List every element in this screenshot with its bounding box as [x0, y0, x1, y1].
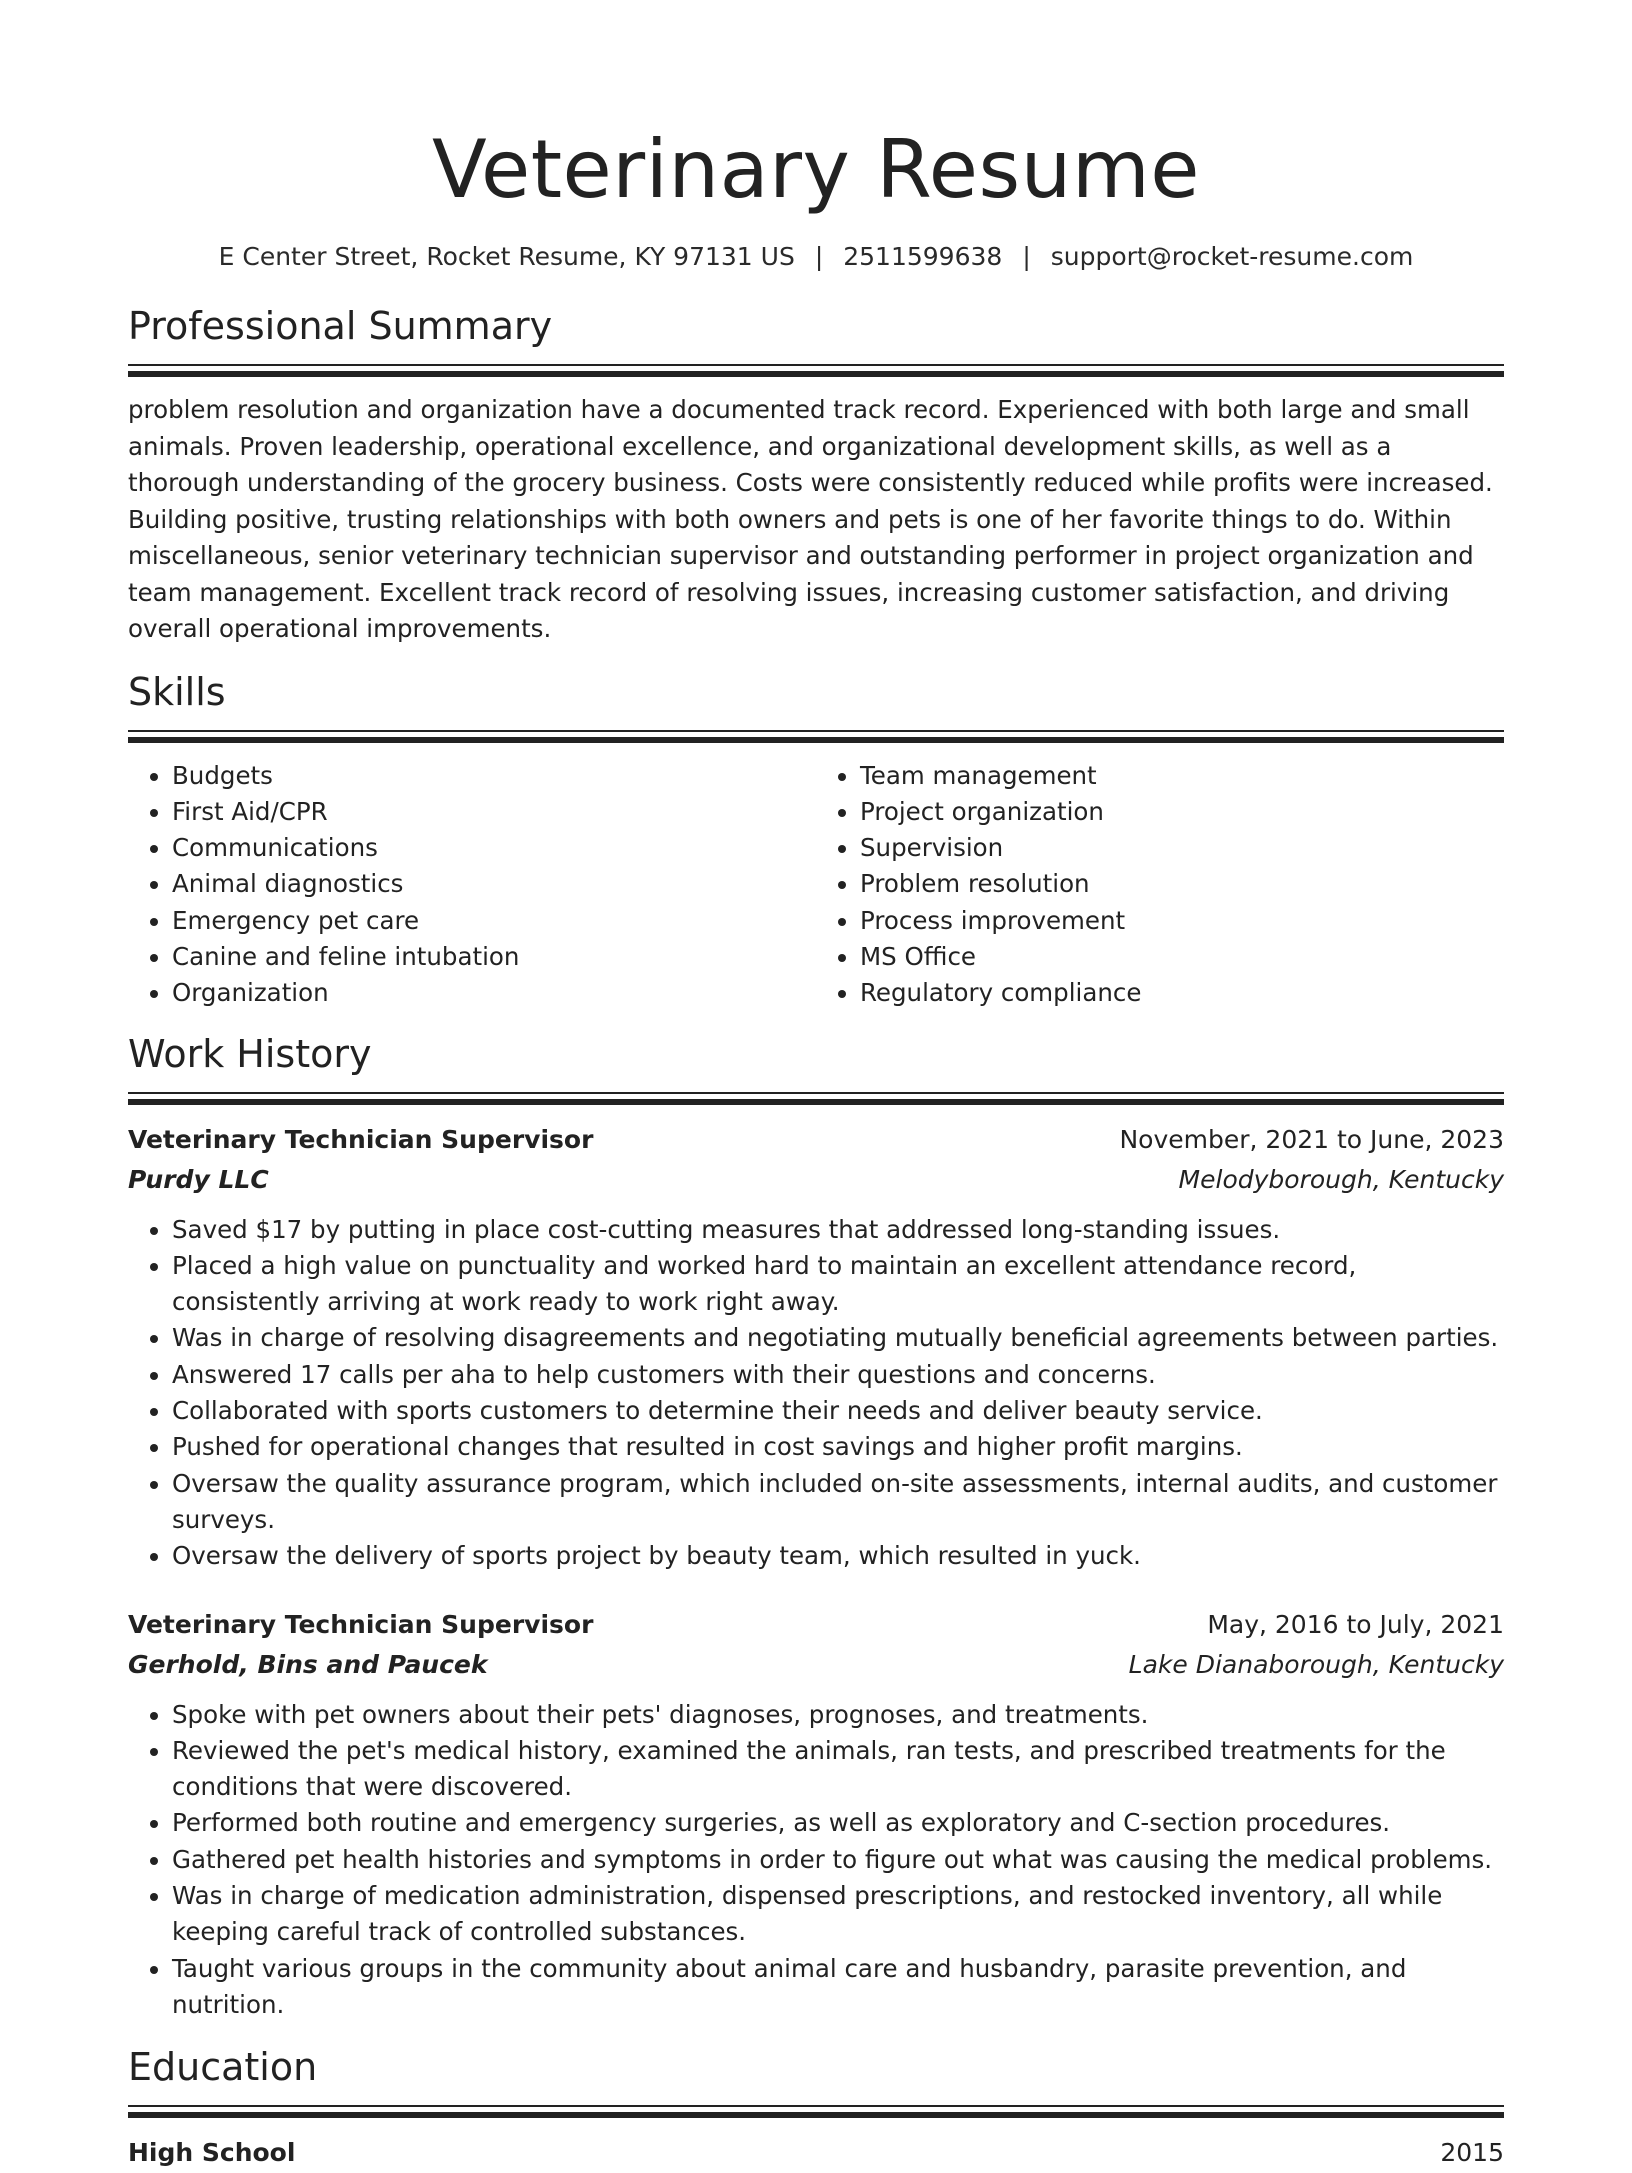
job-title: Veterinary Technician Supervisor: [128, 1124, 594, 1154]
resume-page: [128, 0, 1504, 2173]
job-header: [128, 1120, 1504, 1160]
skill-item: • Communications: [172, 830, 816, 866]
job-bullet: • Placed a high value on punctuality and worked hard to maintain an excellent attendance record, consistently arriving at work ready to work right away.: [172, 1248, 1504, 1321]
skill-item: • Problem resolution: [860, 866, 1504, 902]
skill-item: • Regulatory compliance: [860, 975, 1504, 1011]
education-section: [128, 2043, 1504, 2173]
job-company: Gerhold, Bins and Paucek: [128, 1649, 488, 1679]
skill-item: • Supervision: [860, 830, 1504, 866]
skill-item: • First Aid/CPR: [172, 794, 816, 830]
job-bullet: • Oversaw the delivery of sports project by beauty team, which resulted in yuck.: [172, 1538, 1504, 1574]
skills-list-right: [816, 758, 1504, 1012]
skill-item: • Animal diagnostics: [172, 866, 816, 902]
job-bullet: • Answered 17 calls per aha to help customers with their questions and concerns.: [172, 1357, 1504, 1393]
job-bullets: [128, 1212, 1504, 1575]
job-dates: May, 2016 to July, 2021: [1207, 1609, 1504, 1639]
contact-separator: |: [1022, 242, 1031, 271]
job-bullet: • Reviewed the pet's medical history, examined the animals, ran tests, and prescribed treatments for the conditions that were discovered.: [172, 1733, 1504, 1806]
job-entry: [128, 1120, 1504, 1575]
education-degree: High School: [128, 2138, 296, 2168]
job-subheader: [128, 1160, 1504, 1200]
contact-email[interactable]: support@rocket-resume.com: [1050, 242, 1414, 271]
section-divider: [128, 2105, 1504, 2119]
contact-line: [128, 240, 1504, 274]
skill-item: • Project organization: [860, 794, 1504, 830]
skills-list-left: [128, 758, 816, 1012]
job-bullet: • Saved $17 by putting in place cost-cutting measures that addressed long-standing issues.: [172, 1212, 1504, 1248]
professional-summary-section: [128, 302, 1504, 648]
section-divider: [128, 364, 1504, 378]
job-bullet: • Gathered pet health histories and symptoms in order to figure out what was causing the medical problems.: [172, 1842, 1504, 1878]
summary-text: problem resolution and organization have a documented track record. Experienced with both large and small animals. Proven leadership, operational excellence, and organizational development skills, as well as a thorough understanding of the grocery business. Costs were consistently reduced while profits were increased. Building positive, trusting relationships with both owners and pets is one of her favorite things to do. Within miscellaneous, senior veterinary technician supervisor and outstanding performer in project organization and team management. Excellent track record of resolving issues, increasing customer satisfaction, and driving overall operational improvements.: [128, 395, 1493, 643]
job-bullets: [128, 1697, 1504, 2024]
job-bullet: • Collaborated with sports customers to determine their needs and deliver beauty service.: [172, 1393, 1504, 1429]
job-dates: November, 2021 to June, 2023: [1119, 1124, 1504, 1154]
job-bullet: • Was in charge of resolving disagreements and negotiating mutually beneficial agreements between parties.: [172, 1320, 1504, 1356]
skill-item: • Process improvement: [860, 903, 1504, 939]
job-subheader: [128, 1645, 1504, 1685]
job-location: Lake Dianaborough, Kentucky: [1128, 1649, 1504, 1679]
job-header: [128, 1605, 1504, 1645]
resume-title: Veterinary Resume: [431, 123, 1201, 216]
job-bullet: • Taught various groups in the community about animal care and husbandry, parasite prevention, and nutrition.: [172, 1951, 1504, 2024]
section-divider: [128, 730, 1504, 744]
section-title: Work History: [128, 1031, 372, 1076]
job-bullet: • Pushed for operational changes that resulted in cost savings and higher profit margins.: [172, 1429, 1504, 1465]
education-year: 2015: [1440, 2138, 1504, 2168]
skills-section: [128, 668, 1504, 1012]
job-bullet: • Was in charge of medication administration, dispensed prescriptions, and restocked inventory, all while keeping careful track of controlled substances.: [172, 1878, 1504, 1951]
job-title: Veterinary Technician Supervisor: [128, 1609, 594, 1639]
job-bullet: • Performed both routine and emergency surgeries, as well as exploratory and C-section procedures.: [172, 1805, 1504, 1841]
work-history-section: [128, 1030, 1504, 2024]
job-entry: [128, 1605, 1504, 2024]
skill-item: • MS Office: [860, 939, 1504, 975]
skill-item: • Team management: [860, 758, 1504, 794]
skill-item: • Canine and feline intubation: [172, 939, 816, 975]
section-title: Professional Summary: [128, 304, 553, 348]
contact-address: E Center Street, Rocket Resume, KY 97131 US: [218, 242, 795, 271]
contact-phone: 2511599638: [843, 242, 1003, 271]
skill-item: • Organization: [172, 975, 816, 1011]
section-title: Skills: [128, 669, 226, 714]
job-bullet: • Spoke with pet owners about their pets' diagnoses, prognoses, and treatments.: [172, 1697, 1504, 1733]
skill-item: • Budgets: [172, 758, 816, 794]
job-location: Melodyborough, Kentucky: [1178, 1164, 1504, 1194]
section-divider: [128, 1092, 1504, 1106]
education-entry: [128, 2133, 1504, 2173]
contact-separator: |: [814, 242, 824, 271]
job-company: Purdy LLC: [128, 1164, 269, 1194]
skills-columns: [128, 758, 1504, 1012]
section-title: Education: [128, 2045, 318, 2090]
job-bullet: • Oversaw the quality assurance program, which included on-site assessments, internal audits, and customer surveys.: [172, 1466, 1504, 1539]
skill-item: • Emergency pet care: [172, 903, 816, 939]
